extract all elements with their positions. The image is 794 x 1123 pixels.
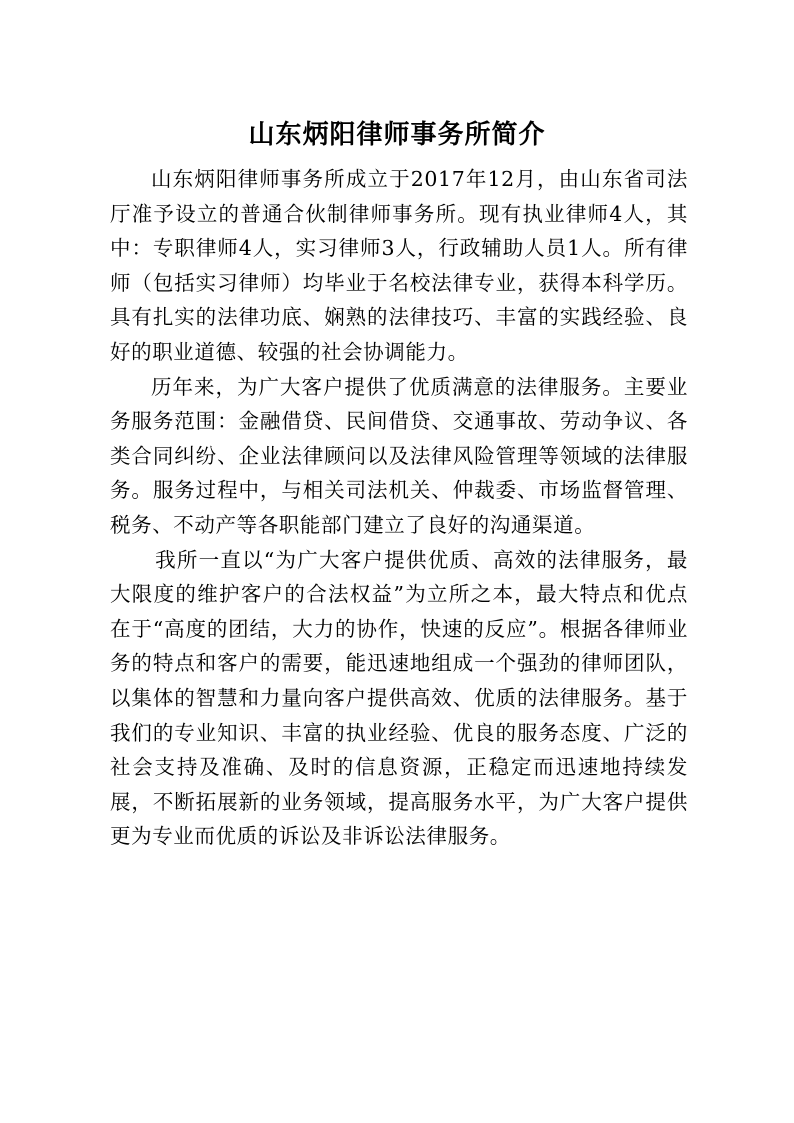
document-title: 山东炳阳律师事务所简介 bbox=[248, 120, 546, 151]
paragraph-philosophy: 我所一直以“为广大客户提供优质、高效的法律服务，最大限度的维护客户的合法权益”为立所之本，最大特点和优点在于“高度的团结，大力的协作，快速的反应”。根据各律师业务的特点和客户的需要，能迅速地组成一个强劲的律师团队，以集体的智慧和力量向客户提供高效、优质的法律服务。基于我们的专业知识、丰富的执业经验、优良的服务态度、广泛的社会支持及准确、及时的信息资源，正稳定而迅速地持续发展，不断拓展新的业务领域，提高服务水平，为广大客户提供更为专业而优质的诉讼及非诉讼法律服务。 bbox=[110, 547, 688, 849]
paragraph-intro: 山东炳阳律师事务所成立于2017年12月，由山东省司法厅准予设立的普通合伙制律师事务所。现有执业律师4人，其中：专职律师4人，实习律师3人，行政辅助人员1人。所有律师（包括实习律师）均毕业于名校法律专业，获得本科学历。具有扎实的法律功底、娴熟的法律技巧、丰富的实践经验、良好的职业道德、较强的社会协调能力。 bbox=[110, 167, 688, 364]
paragraph-services: 历年来，为广大客户提供了优质满意的法律服务。主要业务服务范围：金融借贷、民间借贷、交通事故、劳动争议、各类合同纠纷、企业法律顾问以及法律风险管理等领域的法律服务。服务过程中，与相关司法机关、仲裁委、市场监督管理、税务、不动产等各职能部门建立了良好的沟通渠道。 bbox=[110, 374, 688, 537]
document-body bbox=[110, 162, 688, 854]
